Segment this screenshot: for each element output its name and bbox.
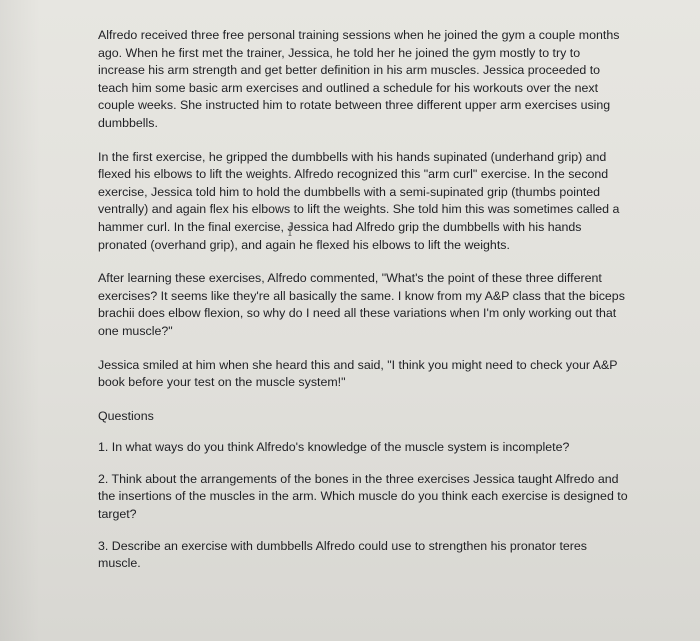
paragraph-alfredo-comment: After learning these exercises, Alfredo commented, "What's the point of these three different exercises? It seems like they're all basically the same. I know from my A&P class that the biceps brachii does elbow flexion, so why do I need all these variations when I'm only working out that one muscle?" xyxy=(98,271,625,338)
paragraph-exercises: In the first exercise, he gripped the dumbbells with his hands supinated (underhand grip) and flexed his elbows to lift the weights. Alfredo recognized this "arm curl" exercise. In the second exercise, Jessica told him to hold the dumbbells with a semi-supinated grip (thumbs pointed ventrally) and again flex his elbows to lift the weights. She told him this was sometimes called a hammer curl. In the final exercise, Jessica had Alfredo grip the dumbbells with his hands pronated (overhand grip), and again he flexed his elbows to lift the weights. xyxy=(98,149,620,252)
text-cursor-icon xyxy=(288,223,292,239)
questions-heading: Questions xyxy=(98,408,154,423)
paragraph-intro: Alfredo received three free personal training sessions when he joined the gym a couple months ago. When he first met the trainer, Jessica, he told her he joined the gym mostly to try to increase his arm strength and get better definition in his arm muscles. Jessica proceeded to teach him some basic arm exercises and outlined a schedule for his workouts over the next couple weeks. She instructed him to rotate between three different upper arm exercises using dumbbells. xyxy=(98,28,620,130)
question-2: 2. Think about the arrangements of the bones in the three exercises Jessica taught Alfredo and the insertions of the muscles in the arm. Which muscle do you think each exercise is designed to target? xyxy=(98,471,628,522)
question-1: 1. In what ways do you think Alfredo's knowledge of the muscle system is incomplete? xyxy=(98,440,570,455)
page-shadow xyxy=(0,0,40,641)
question-3: 3. Describe an exercise with dumbbells Alfredo could use to strengthen his pronator teres muscle. xyxy=(98,538,588,571)
document-body xyxy=(98,27,628,587)
paragraph-jessica-reply: Jessica smiled at him when she heard this and said, "I think you might need to check your A&P book before your test on the muscle system!" xyxy=(98,357,618,390)
